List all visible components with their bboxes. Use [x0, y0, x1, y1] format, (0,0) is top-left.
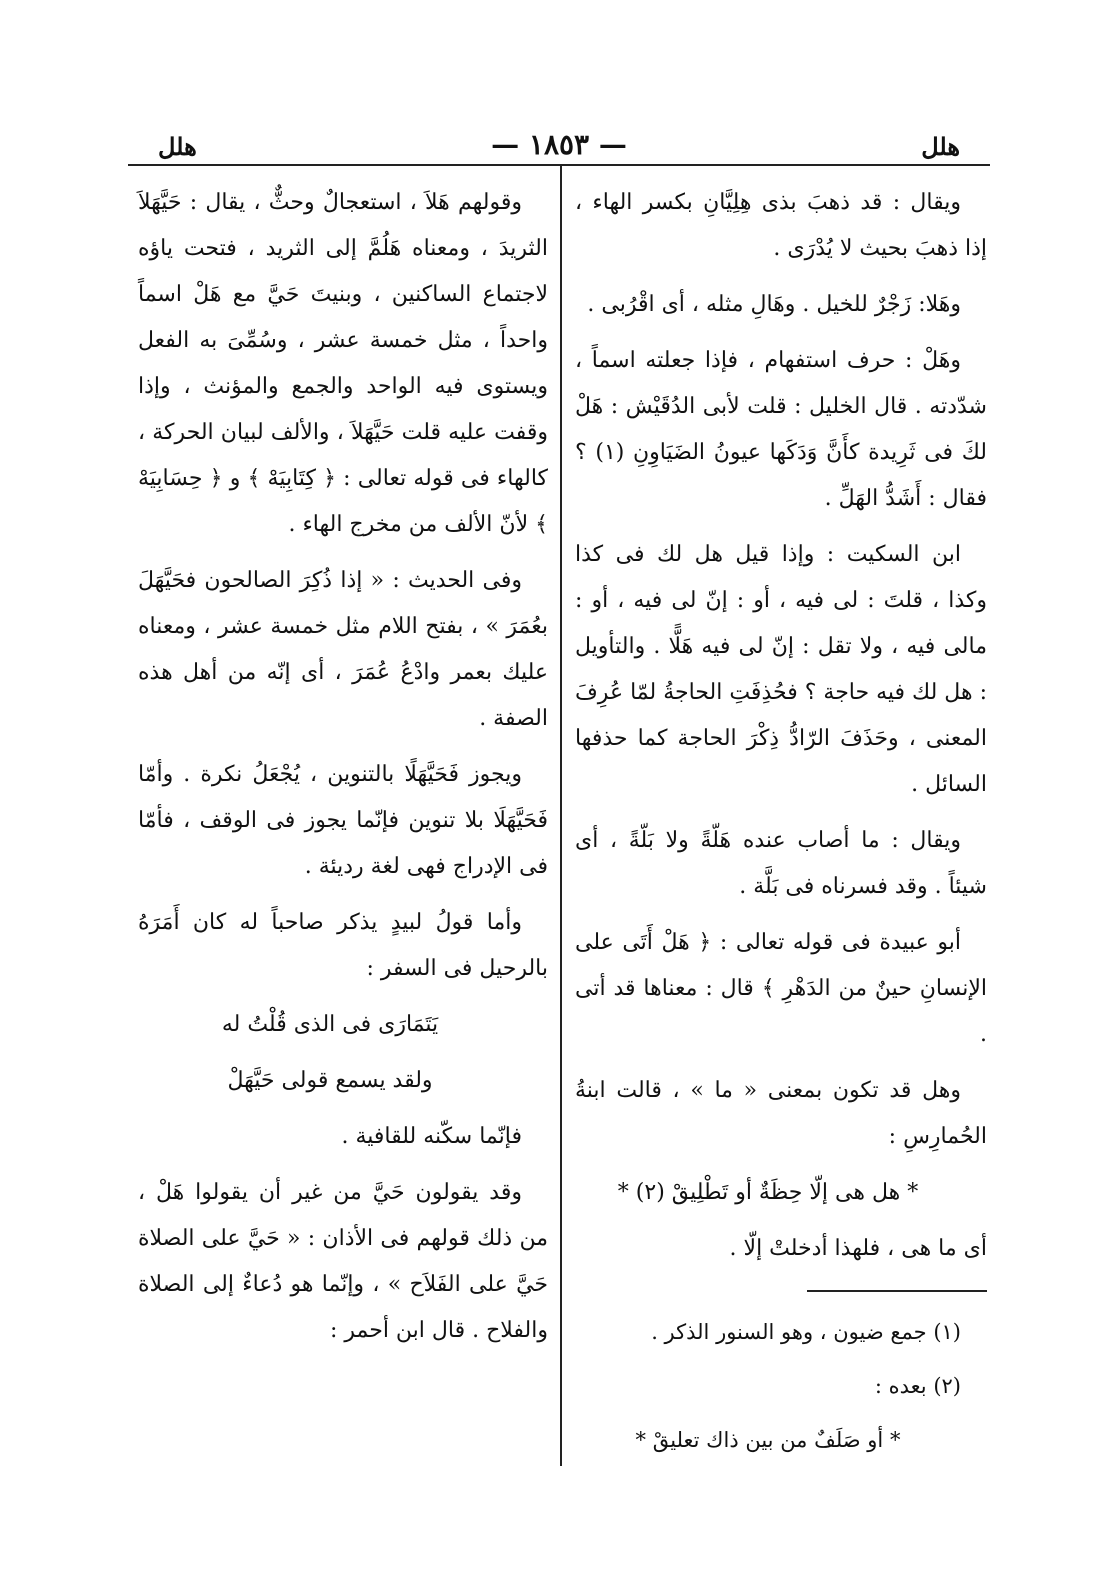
paragraph: وقد يقولون حَيَّ من غير أن يقولوا هَلْ ، من ذلك قولهم فى الأذان : « حَيَّ على الصلاة حَيَّ على الفَلاَح » ، وإنّما هو دُعاءٌ إلى الصلاة والفلاح . قال ابن أحمر : [138, 1180, 548, 1343]
paragraph: أبو عبيدة فى قوله تعالى : ﴿ هَلْ أَتَى على الإنسانِ حينٌ من الدَهْرِ ﴾ قال : معناها قد أتى . [575, 930, 987, 1047]
running-headword-right: هلل [921, 132, 960, 161]
column-divider [560, 166, 562, 1466]
footnote-verse: * أو صَلَفٌ من بين ذاك تعليقْ * [635, 1428, 901, 1452]
paragraph: فإنّما سكّنه للقافية . [341, 1124, 522, 1149]
left-column [138, 180, 548, 1364]
footnote-1: (١) جمع ضيون ، وهو السنور الذكر . [651, 1320, 961, 1344]
verse-line: * هل هى إلّا حِظَةٌ أو تَطْلِيقْ (٢) * [617, 1180, 919, 1205]
verse-line: يَتَمَارَى فى الذى قُلْتُ له [221, 1012, 439, 1037]
page-header [128, 128, 990, 168]
paragraph: ويقال : قد ذهبَ بذى هِلِيَّانِ بكسر الهاء ، إذا ذهبَ بحيث لا يُدْرَى . [575, 190, 987, 261]
paragraph: ويقال : ما أصاب عنده هَلّةً ولا بَلّةً ، أى شيئاً . وقد فسرناه فى بَلَّة . [575, 828, 987, 899]
header-rule [128, 164, 990, 166]
verse-line: ولقد يسمع قولى حَيَّهَلْ [227, 1068, 433, 1093]
paragraph: وهَلْ : حرف استفهام ، فإذا جعلته اسماً ، شدّدته . قال الخليل : قلت لأبى الدُقَيْش : هَلْ لكَ فى ثَرِيدة كأَنَّ وَدَكَها عيونُ الضَيَاوِنِ (١) ؟ فقال : أَشَدُّ الهَلِّ . [575, 348, 987, 511]
paragraph: وهَلا: زَجْرٌ للخيل . وهَالِ مثله ، أى اقْرُبى . [587, 292, 961, 317]
paragraph: وهل قد تكون بمعنى « ما » ، قالت ابنةُ الحُمارِسِ : [575, 1078, 987, 1149]
paragraph: وأما قولُ لبيدٍ يذكر صاحباً له كان أَمَرَهُ بالرحيل فى السفر : [138, 910, 548, 981]
paragraph: وفى الحديث : « إذا ذُكِرَ الصالحون فحَيَّهَلَ بعُمَرَ » ، بفتح اللام مثل خمسة عشر ، ومعناه عليك بعمر وادْعُ عُمَرَ ، أى إنّه من أهل هذه الصفة . [138, 568, 548, 731]
running-headword-left: هلل [158, 132, 197, 161]
footnote-rule [807, 1290, 987, 1292]
paragraph: ابن السكيت : وإذا قيل هل لك فى كذا وكذا ، قلتَ : لى فيه ، أو : إنّ لى فيه ، أو : مالى فيه ، ولا تقل : إنّ لى فيه هَلًّا . والتأويل : هل لك فيه حاجة ؟ فحُذِفَتِ الحاجةُ لمّا عُرِفَ المعنى ، وحَذَفَ الرّادُّ ذِكْرَ الحاجة كما حذفها السائل . [575, 542, 987, 797]
paragraph: ويجوز فَحَيَّهَلًا بالتنوين ، يُجْعَلُ نكرة . وأمّا فَحَيَّهَلَا بلا تنوين فإنّما يجوز فى الوقف ، فأمّا فى الإدراج فهى لغة رديئة . [138, 762, 548, 879]
paragraph: وقولهم هَلاَ ، استعجالٌ وحثٌّ ، يقال : حَيَّهَلاَ الثريدَ ، ومعناه هَلُمَّ إلى الثريد ، فتحت ياؤه لاجتماع الساكنين ، وبنيتَ حَيَّ مع هَلْ اسماً واحداً ، مثل خمسة عشر ، وسُمِّىَ به الفعل ويستوى فيه الواحد والجمع والمؤنث ، وإذا وقفت عليه قلت حَيَّهَلاَ ، والألف لبيان الحركة ، كالهاء فى قوله تعالى : ﴿ كِتَابِيَهْ ﴾ و ﴿ حِسَابِيَهْ ﴾ لأنّ الألف من مخرج الهاء . [138, 190, 548, 537]
footnote-2: (٢) بعده : [874, 1374, 961, 1398]
paragraph: أى ما هى ، فلهذا أدخلتْ إلّا . [729, 1236, 987, 1261]
right-column [575, 180, 987, 1472]
page-number: — ١٨٥٣ — [491, 128, 627, 161]
